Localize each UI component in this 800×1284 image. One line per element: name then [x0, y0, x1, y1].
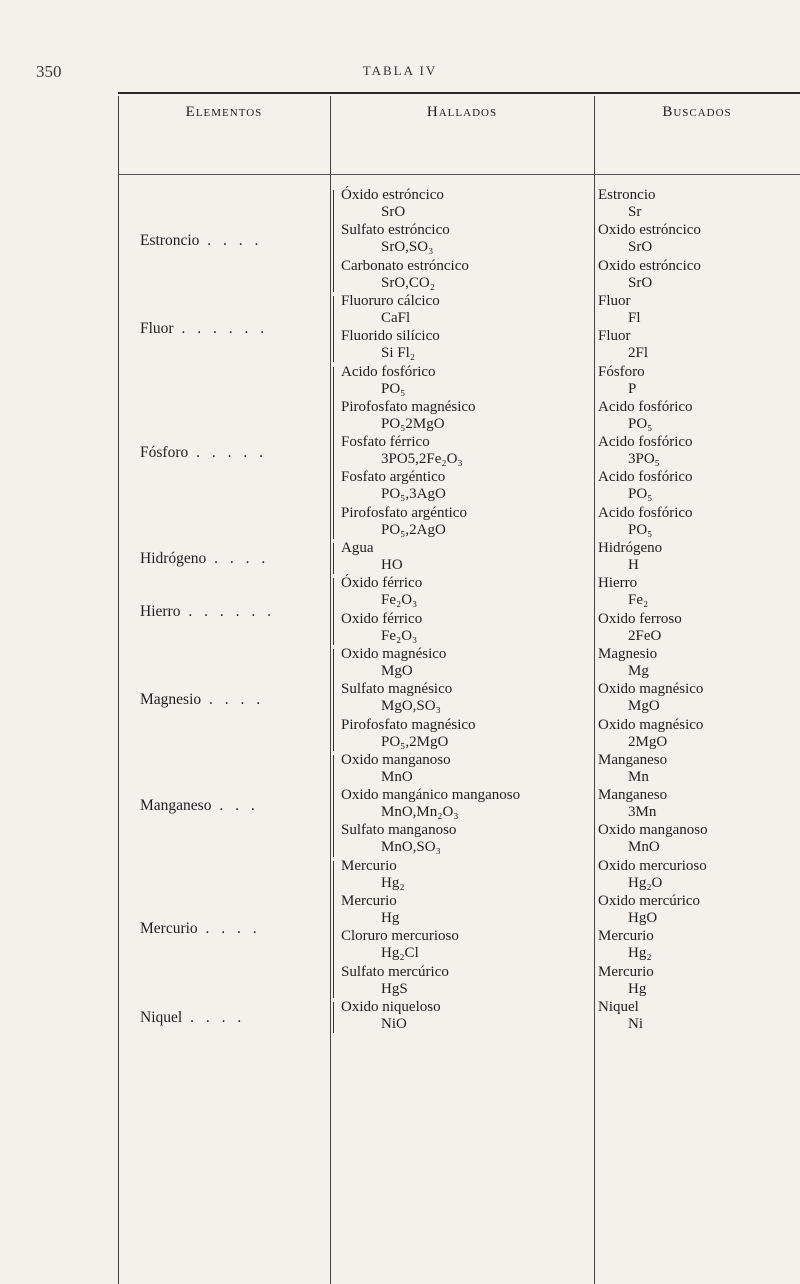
- element-label: [140, 603, 275, 621]
- sought-compound: [598, 329, 648, 364]
- element-name: Fluor: [140, 320, 174, 338]
- found-compound-name: Sulfato magnésico: [341, 681, 453, 698]
- found-compound: [341, 718, 476, 753]
- found-compound-name: Pirofosfato argéntico: [341, 504, 467, 521]
- header-elements: Elementos: [185, 104, 263, 120]
- found-compound-name: Cloruro mercurioso: [341, 928, 459, 945]
- sought-compound-name: Acido fosfórico: [598, 504, 693, 521]
- found-compound: [341, 894, 399, 929]
- sought-compound-name: Estroncio: [598, 187, 656, 203]
- found-compound-formula: HgS: [381, 980, 408, 997]
- found-compound-formula: Si Fl₂: [381, 345, 415, 362]
- found-compound: [341, 223, 450, 258]
- top-rule: [118, 92, 800, 94]
- leader-dots: . . . .: [201, 690, 265, 708]
- sought-compound-name: Hierro: [598, 575, 638, 592]
- group-brace: [333, 755, 337, 857]
- sought-compound-name: Fluor: [598, 328, 631, 345]
- group-brace: [333, 190, 337, 292]
- sought-compound-formula: MgO: [628, 698, 660, 715]
- sought-compound-name: Oxido mercúrico: [598, 893, 701, 909]
- found-compound-name: Pirofosfato magnésico: [341, 398, 476, 415]
- found-compound: [341, 294, 440, 329]
- found-compound-formula: MgO: [381, 662, 413, 679]
- sought-compound-formula: PO₅: [628, 486, 653, 503]
- leader-dots: . . . .: [206, 549, 270, 567]
- sought-compound-formula: 3PO₅: [628, 451, 660, 468]
- group-brace: [333, 543, 337, 574]
- found-compound-formula: Fe₂O₃: [381, 627, 418, 644]
- sought-compound: [598, 753, 667, 788]
- found-compound-name: Oxido férrico: [341, 610, 423, 627]
- sought-compound: [598, 259, 701, 294]
- sought-compound-formula: Fe₂: [628, 592, 649, 609]
- found-compound-name: Oxido niqueloso: [341, 998, 441, 1015]
- leader-dots: . . . . . .: [180, 602, 275, 620]
- sought-compound: [598, 576, 648, 611]
- found-compound-formula: MnO,SO₃: [381, 839, 441, 856]
- column-divider-2: [594, 96, 595, 1284]
- found-compound-name: Fluorido silícico: [341, 328, 440, 345]
- element-name: Manganeso: [140, 796, 212, 814]
- group-brace: [333, 367, 337, 540]
- found-compound-formula: MnO: [381, 768, 413, 785]
- page-number: 350: [36, 62, 62, 81]
- element-name: Mercurio: [140, 920, 198, 938]
- sought-compound-name: Mercurio: [598, 963, 654, 980]
- found-compound: [341, 365, 436, 400]
- sought-compound-formula: Fl: [628, 309, 641, 326]
- sought-compound: [598, 470, 693, 505]
- sought-compound-formula: 2Fl: [628, 345, 649, 362]
- found-compound-name: Oxido magnésico: [341, 645, 447, 662]
- element-name: Niquel: [140, 1008, 183, 1026]
- found-compound: [341, 435, 463, 470]
- found-compound-formula: PO₅: [381, 380, 406, 397]
- sought-compound-formula: Hg₂: [628, 945, 652, 962]
- found-compound: [341, 753, 451, 788]
- element-label: [140, 1009, 245, 1027]
- sought-compound-formula: PO₅: [628, 415, 653, 432]
- found-compound-name: Fluoruro cálcico: [341, 292, 440, 309]
- element-label: [140, 550, 269, 568]
- found-compound: [341, 506, 467, 541]
- sought-compound: [598, 365, 645, 400]
- sought-compound-name: Oxido ferroso: [598, 610, 682, 627]
- found-compound-name: Oxido mangánico manganoso: [341, 787, 521, 804]
- sought-compound-name: Fluor: [598, 292, 631, 309]
- sought-compound-formula: Sr: [628, 204, 642, 220]
- sought-compound-name: Oxido manganoso: [598, 822, 708, 839]
- sought-compound-name: Oxido magnésico: [598, 716, 704, 733]
- sought-compound: [598, 647, 657, 682]
- sought-compound: [598, 223, 701, 258]
- found-compound: [341, 859, 405, 894]
- found-compound-name: Fosfato férrico: [341, 434, 430, 451]
- found-compound-name: Mercurio: [341, 857, 397, 874]
- group-brace: [333, 861, 337, 998]
- found-compound-formula: CaFl: [381, 309, 411, 326]
- found-compound-formula: SrO,CO₂: [381, 274, 435, 291]
- found-compound: [341, 682, 452, 717]
- sought-compound-formula: SrO: [628, 274, 653, 291]
- sought-compound-name: Oxido estróncico: [598, 257, 701, 274]
- sought-compound-name: Hidrógeno: [598, 540, 663, 556]
- sought-compound-formula: Hg₂O: [628, 874, 663, 891]
- found-compound-name: Pirofosfato magnésico: [341, 716, 476, 733]
- running-head: TABLA IV: [362, 63, 438, 78]
- sought-compound-formula: 2FeO: [628, 627, 662, 644]
- sought-compound-name: Oxido estróncico: [598, 222, 701, 239]
- sought-compound-name: Magnesio: [598, 645, 658, 662]
- found-compound: [341, 612, 422, 647]
- found-compound-name: Fosfato argéntico: [341, 469, 446, 486]
- sought-compound: [598, 435, 693, 470]
- found-compound: [341, 965, 449, 1000]
- group-brace: [333, 578, 337, 645]
- sought-compound-name: Manganeso: [598, 787, 668, 804]
- leader-dots: . . .: [211, 796, 259, 814]
- found-compound: [341, 647, 446, 682]
- found-compound-formula: Hg₂: [381, 874, 405, 891]
- found-compound-name: Oxido manganoso: [341, 751, 451, 768]
- sought-compound-formula: 3Mn: [628, 804, 657, 821]
- element-label: [140, 320, 268, 338]
- found-compound: [341, 188, 444, 223]
- group-brace: [333, 296, 337, 363]
- found-compound: [341, 788, 520, 823]
- found-compound-name: Mercurio: [341, 893, 397, 909]
- found-compound-name: Carbonato estróncico: [341, 257, 469, 274]
- element-name: Hierro: [140, 602, 181, 620]
- found-compound-formula: PO₅,3AgO: [381, 486, 446, 503]
- found-compound-formula: PO₅,2MgO: [381, 733, 449, 750]
- found-compound: [341, 929, 459, 964]
- sought-compound: [598, 400, 693, 435]
- sought-compound-name: Acido fosfórico: [598, 469, 693, 486]
- sought-compound-name: Fósforo: [598, 363, 645, 380]
- leader-dots: . . . . . .: [173, 320, 269, 338]
- sought-compound: [598, 541, 662, 576]
- element-name: Magnesio: [140, 690, 202, 708]
- found-compound: [341, 329, 440, 364]
- sought-compound-formula: SrO: [628, 239, 653, 256]
- sought-compound-formula: Hg: [628, 980, 647, 997]
- found-compound-name: Sulfato mercúrico: [341, 963, 449, 980]
- sought-compound-formula: Mg: [628, 662, 649, 679]
- group-brace: [333, 1002, 337, 1033]
- sought-compound-name: Oxido mercurioso: [598, 857, 707, 874]
- sought-compound-name: Acido fosfórico: [598, 434, 693, 451]
- found-compound-name: Sulfato manganoso: [341, 822, 457, 839]
- table-left-border: [118, 96, 119, 1284]
- found-compound-formula: Hg: [381, 910, 400, 926]
- leader-dots: . . . .: [199, 231, 263, 249]
- found-compound-name: Sulfato estróncico: [341, 222, 450, 239]
- element-label: [140, 232, 262, 250]
- found-compound: [341, 400, 476, 435]
- sought-compound-formula: Ni: [628, 1015, 643, 1032]
- found-compound-formula: HO: [381, 557, 403, 573]
- found-compound-formula: Hg₂Cl: [381, 945, 419, 962]
- element-name: Estroncio: [140, 231, 200, 249]
- sought-compound-formula: P: [628, 380, 637, 397]
- element-label: [140, 797, 259, 815]
- sought-compound: [598, 718, 703, 753]
- sought-compound: [598, 612, 682, 647]
- sought-compound-formula: HgO: [628, 910, 658, 926]
- found-compound: [341, 470, 446, 505]
- element-label: [140, 691, 264, 709]
- sought-compound: [598, 506, 693, 541]
- leader-dots: . . . .: [197, 920, 261, 938]
- found-compound-formula: 3PO5,2Fe₂O₃: [381, 451, 463, 468]
- sought-compound: [598, 788, 667, 823]
- sought-compound-name: Mercurio: [598, 928, 654, 945]
- sought-compound-formula: PO₅: [628, 521, 653, 538]
- sought-compound: [598, 1000, 643, 1035]
- sought-compound: [598, 894, 700, 929]
- found-compound-formula: PO₅2MgO: [381, 415, 445, 432]
- found-compound: [341, 541, 403, 576]
- found-compound: [341, 823, 456, 858]
- sought-compound-formula: MnO: [628, 839, 660, 856]
- sought-compound-name: Niquel: [598, 998, 639, 1015]
- header-rule: [118, 174, 800, 175]
- sought-compound-name: Oxido magnésico: [598, 681, 704, 698]
- found-compound-formula: MnO,Mn₂O₃: [381, 804, 459, 821]
- found-compound-formula: SrO: [381, 204, 406, 220]
- sought-compound: [598, 294, 641, 329]
- sought-compound-name: Acido fosfórico: [598, 398, 693, 415]
- sought-compound: [598, 859, 707, 894]
- sought-compound: [598, 188, 656, 223]
- sought-compound-formula: Mn: [628, 768, 649, 785]
- sought-compound-formula: H: [628, 557, 639, 573]
- found-compound: [341, 1000, 441, 1035]
- found-compound-formula: PO₅,2AgO: [381, 521, 446, 538]
- leader-dots: . . . .: [182, 1008, 246, 1026]
- element-label: [140, 920, 261, 938]
- element-name: Hidrógeno: [140, 549, 207, 567]
- element-name: Fósforo: [140, 443, 189, 461]
- found-compound-formula: NiO: [381, 1015, 407, 1032]
- found-compound-name: Óxido estróncico: [341, 187, 444, 203]
- header-found: Hallados: [426, 104, 498, 120]
- found-compound-formula: MgO,SO₃: [381, 698, 441, 715]
- found-compound: [341, 576, 422, 611]
- sought-compound: [598, 682, 703, 717]
- found-compound-formula: SrO,SO₃: [381, 239, 434, 256]
- group-brace: [333, 649, 337, 751]
- found-compound: [341, 259, 469, 294]
- found-compound-name: Óxido férrico: [341, 575, 423, 592]
- sought-compound: [598, 823, 708, 858]
- found-compound-name: Agua: [341, 540, 374, 556]
- leader-dots: . . . . .: [188, 443, 267, 461]
- found-compound-name: Acido fosfórico: [341, 363, 436, 380]
- column-divider-1: [330, 96, 331, 1284]
- found-compound-formula: Fe₂O₃: [381, 592, 418, 609]
- header-sought: Buscados: [662, 104, 732, 120]
- element-label: [140, 444, 267, 462]
- sought-compound: [598, 965, 654, 1000]
- sought-compound: [598, 929, 654, 964]
- sought-compound-name: Manganeso: [598, 751, 668, 768]
- sought-compound-formula: 2MgO: [628, 733, 668, 750]
